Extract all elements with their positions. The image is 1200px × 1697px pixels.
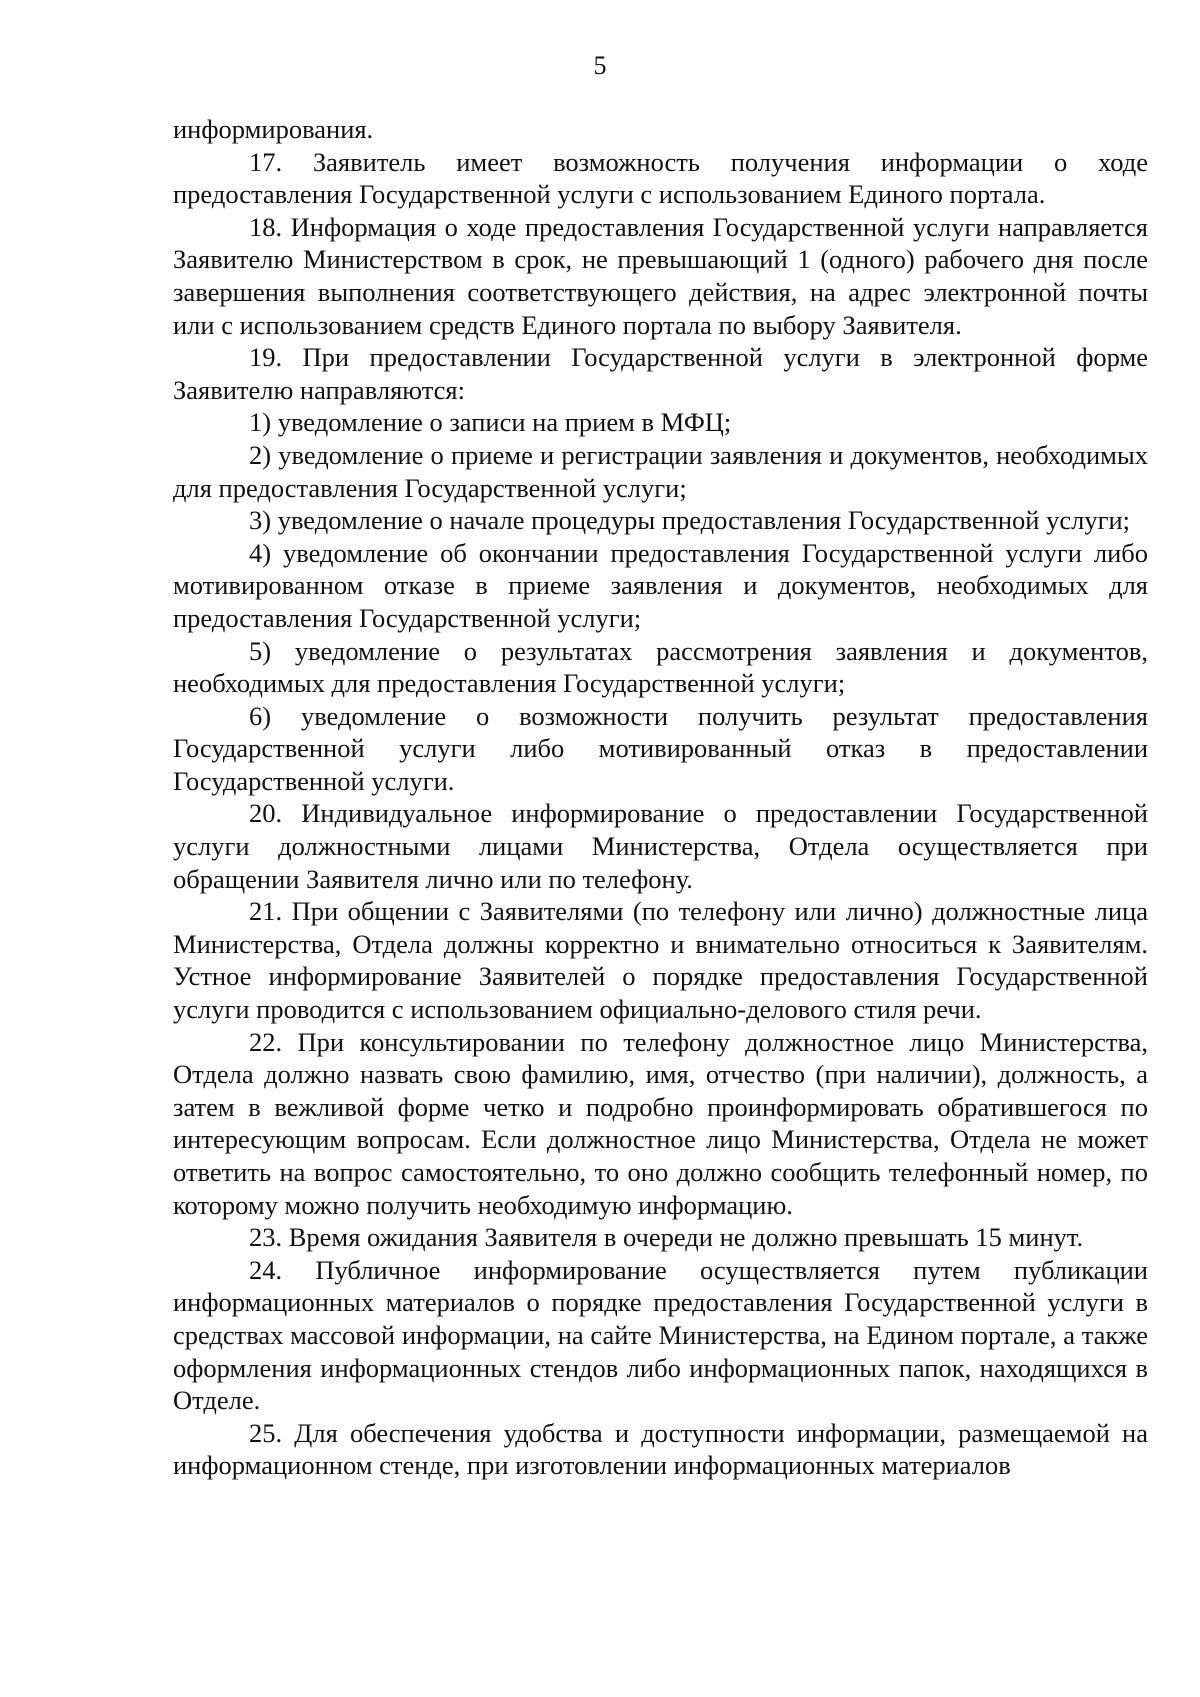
paragraph-25: 25. Для обеспечения удобства и доступности информации, размещаемой на информационном стенде, при изготовлении информационных материалов [173,1417,1148,1481]
paragraph-23: 23. Время ожидания Заявителя в очереди не должно превышать 15 минут. [249,1222,1084,1253]
list-item-6: 6) уведомление о возможности получить результат предоставления Государственной услуги либо мотивированный отказ в предоставлении Государственной услуги. [173,700,1148,796]
paragraph-17: 17. Заявитель имеет возможность получения информации о ходе предоставления Государственной услуги с использованием Единого портала. [173,146,1148,210]
paragraph-19: 19. При предоставлении Государственной услуги в электронной форме Заявителю направляются: [173,342,1148,405]
list-item-3: 3) уведомление о начале процедуры предоставления Государственной услуги; [249,505,1130,536]
list-item-5: 5) уведомление о результатах рассмотрения заявления и документов, необходимых для предоставления Государственной услуги; [173,635,1148,699]
paragraph-21: 21. При общении с Заявителями (по телефону или лично) должностные лица Министерства, Отдела должны корректно и внимательно относиться к Заявителям. Устное информирование Заявителей о порядке предоставления Государственной услуги проводится с использованием официально-делового стиля речи. [173,896,1148,1025]
paragraph-22: 22. При консультировании по телефону должностное лицо Министерства, Отдела должно назвать свою фамилию, имя, отчество (при наличии), должность, а затем в вежливой форме четко и подробно проинформировать обратившегося по интересующим вопросам. Если должностное лицо Министерства, Отдела не может ответить на вопрос самостоятельно, то оно должно сообщить телефонный номер, по которому можно получить необходимую информацию. [173,1026,1148,1220]
paragraph-24: 24. Публичное информирование осуществляется путем публикации информационных материалов о порядке предоставления Государственной услуги в средствах массовой информации, на сайте Министерства, на Едином портале, а также оформления информационных стендов либо информационных папок, находящихся в Отделе. [173,1254,1148,1416]
page-number: 5 [593,51,607,80]
list-item-1: 1) уведомление о записи на прием в МФЦ; [249,407,732,438]
document-body [173,113,1148,1482]
list-item-4: 4) уведомление об окончании предоставления Государственной услуги либо мотивированном отказе в приеме заявления и документов, необходимых для предоставления Государственной услуги; [173,537,1148,633]
list-item-2: 2) уведомление о приеме и регистрации заявления и документов, необходимых для предоставления Государственной услуги; [173,439,1148,503]
paragraph-18: 18. Информация о ходе предоставления Государственной услуги направляется Заявителю Министерством в срок, не превышающий 1 (одного) рабочего дня после завершения выполнения соответствующего действия, на адрес электронной почты или с использованием средств Единого портала по выбору Заявителя. [173,211,1148,340]
paragraph-continuation: информирования. [173,114,374,144]
paragraph-20: 20. Индивидуальное информирование о предоставлении Государственной услуги должностными лицами Министерства, Отдела осуществляется при обращении Заявителя лично или по телефону. [173,798,1148,894]
